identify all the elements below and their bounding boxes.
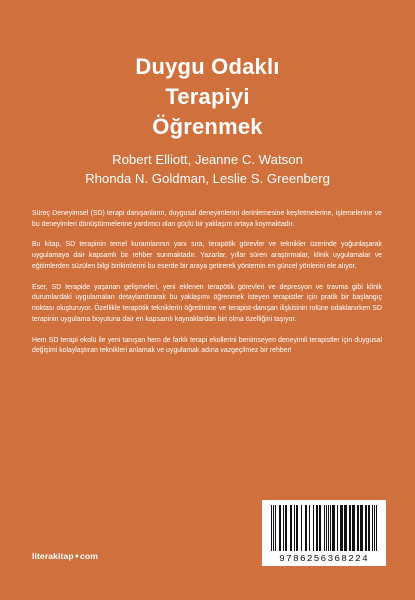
barcode-bar: [344, 505, 347, 551]
barcode-bar: [337, 505, 338, 551]
barcode-bar: [279, 505, 281, 551]
barcode-bar: [352, 505, 355, 551]
barcode-bar: [328, 505, 329, 551]
publisher-website: [32, 551, 98, 561]
barcode-bar: [290, 505, 292, 551]
description-paragraph: Süreç Deneyimsel (SD) terapi danışanların, duygusal deneyimlerini derinlemesine keşfetmelerine, işlemelerine ve bu deneyimleri dönüştürmelerine yardımcı olan güçlü bir yaklaşım ortaya koymaktadır.: [32, 210, 382, 228]
description-paragraph: Eser, SD terapide yaşanan gelişmeleri, yeni eklenen terapötik görevleri ve depresyon ve travma gibi klinik durumlardaki uygulamaları detaylandırarak bu yaklaşımı öğrenmek isteyen terapistler için pratik bir başlangıç noktası oluşturuyor. Özellikle terapötik tekniklerin öğretimine ve terapist-danışan ilişkisinin rolüne odaklanırken SD terapinin uygulama boyutuna dair en kapsamlı kaynaklardan biri olma özelliğini taşıyor.: [32, 283, 382, 323]
barcode-bar: [340, 505, 343, 551]
barcode-bar: [330, 505, 331, 551]
barcode-bar: [296, 505, 298, 551]
barcode-bar: [324, 505, 325, 551]
barcode-bar: [372, 505, 373, 551]
barcode-bar: [271, 505, 272, 551]
isbn-barcode: [262, 500, 386, 566]
author-line: Rhonda N. Goldman, Leslie S. Greenberg: [85, 171, 330, 186]
barcode-bar: [316, 505, 318, 551]
barcode-bar: [319, 505, 321, 551]
website-domain: com: [80, 551, 99, 561]
barcode-bar: [285, 505, 287, 551]
barcode-bar: [294, 505, 295, 551]
description-paragraph: Hem SD terapi ekolü ile yeni tanışan hem de farklı terapi ekollerini benimseyen deneyimli terapistler için duygusal değişimi kolaylaştıran teknikleri anlamak ve uygulamak adına vazgeçilmez bir rehber!: [32, 336, 382, 355]
barcode-bar: [357, 505, 359, 551]
title-line: Terapiyi: [165, 84, 250, 109]
description-paragraph: Bu kitap, SD terapinin temel kuramlarının yanı sıra, terapötik görevler ve teknikler üzerinde yoğunlaşarak uygulamaya dair kapsamlı bir rehber sunmaktadır. Yazarlar, yıllar süren araştırmalar, klinik uygulamalar ve eğitimlerden süzülen bilgi birikimlerini bu eserde bir araya getirerek yöntemin en güncel yönlerini ele alıyor.: [32, 241, 382, 270]
title-line: Duygu Odaklı: [135, 54, 280, 79]
author-list: [0, 150, 415, 188]
barcode-bar: [349, 505, 351, 551]
author-line: Robert Elliott, Jeanne C. Watson: [112, 152, 303, 167]
barcode-bar: [305, 505, 307, 551]
barcode-bar: [313, 505, 314, 551]
book-description: [32, 209, 382, 367]
barcode-bar: [376, 505, 377, 551]
bullet-icon: ●: [74, 553, 80, 560]
barcode-bar: [309, 505, 310, 551]
barcode-bar: [275, 505, 276, 551]
book-title: [0, 52, 415, 142]
isbn-number: 9786256368224: [279, 553, 369, 564]
website-name: literakitap: [32, 551, 74, 561]
barcode-bar: [368, 505, 370, 551]
title-line: Öğrenmek: [152, 114, 263, 139]
barcode-bar: [365, 505, 367, 551]
barcode-bar: [283, 505, 284, 551]
barcode-bar: [332, 505, 335, 551]
barcode-bar: [326, 505, 327, 551]
barcode-bar: [374, 505, 375, 551]
barcode-bar: [360, 505, 363, 551]
barcode-bar: [301, 505, 302, 551]
barcode-bar: [273, 505, 274, 551]
